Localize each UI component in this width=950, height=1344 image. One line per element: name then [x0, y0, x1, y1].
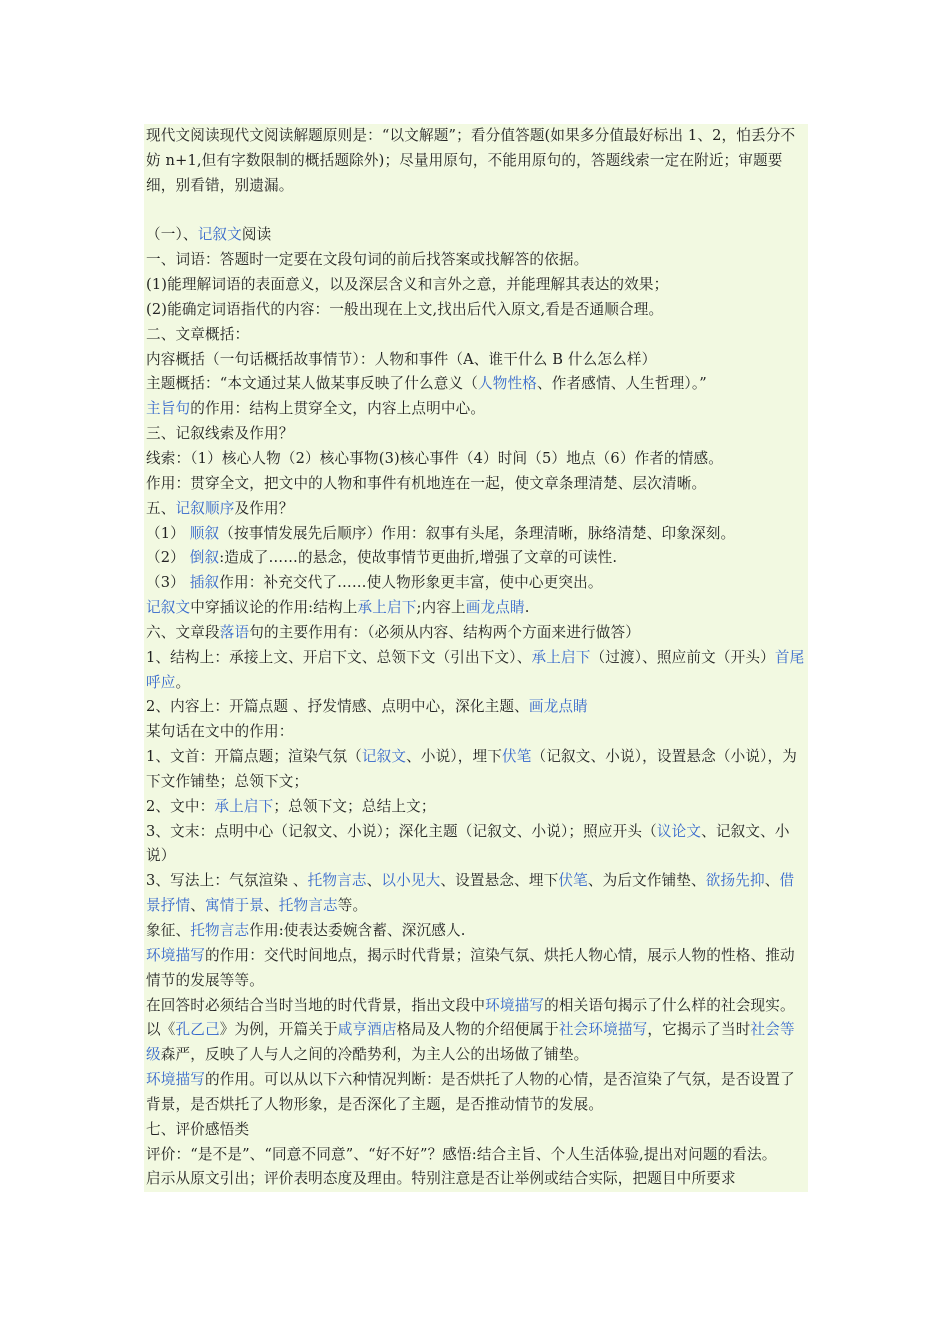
text-segment: 、为后文作铺垫、 [587, 872, 706, 890]
keyword-link[interactable]: 托物言志 [278, 897, 338, 915]
text-line [144, 1068, 808, 1118]
keyword-link[interactable]: 倒叙 [189, 549, 220, 567]
keyword-link[interactable]: 借景抒情 [146, 872, 795, 915]
keyword-link[interactable]: 插叙 [189, 574, 220, 592]
text-segment: 及作用？ [234, 499, 294, 517]
text-segment: 中穿插议论的作用:结构上 [190, 599, 358, 617]
text-segment: 。 [175, 673, 191, 691]
blank-line [144, 199, 808, 224]
text-line [144, 919, 808, 944]
keyword-link[interactable]: 画龙点睛 [528, 698, 588, 716]
text-segment: 2、文中： [146, 797, 215, 815]
keyword-link[interactable]: 落语 [219, 623, 250, 641]
text-segment: 、小说），埋下 [406, 748, 503, 766]
text-segment: 》为例，开篇关于 [219, 1021, 338, 1039]
keyword-link[interactable]: 记叙文 [146, 599, 191, 617]
text-segment: 某句话在文中的作用： [146, 723, 294, 741]
text-segment: 等。 [337, 897, 368, 915]
text-segment: :造成了……的悬念，使故事情节更曲折,增强了文章的可读性. [219, 549, 618, 567]
text-segment: (2)能确定词语指代的内容：一般出现在上文,找出后代入原文,看是否通顺合理。 [146, 300, 664, 318]
text-line [144, 397, 808, 422]
keyword-link[interactable]: 孔乙己 [175, 1021, 220, 1039]
text-segment: 主题概括：“本文通过某人做某事反映了什么意义（ [146, 375, 478, 393]
text-segment: 作用:使表达委婉含蓄、深沉感人. [249, 922, 466, 939]
text-segment: 作用：贯穿全文，把文中的人物和事件有机地连在一起，使文章条理清楚、层次清晰。 [146, 474, 707, 492]
text-line [144, 348, 808, 373]
text-segment: （1） [146, 524, 190, 542]
text-line [144, 472, 808, 497]
text-line [144, 795, 808, 820]
text-segment: 、 [263, 897, 279, 915]
text-segment: （记叙文、小说），设置悬念（小说），为下文作铺垫；总领下文； [146, 748, 798, 790]
text-segment: 内容概括（一句话概括故事情节）：人物和事件（A、谁干什么 B 什么怎么样） [146, 350, 657, 368]
keyword-link[interactable]: 托物言志 [190, 922, 250, 939]
text-segment: ；总领下文；总结上文； [273, 797, 436, 815]
keyword-link[interactable]: 环境描写 [485, 996, 545, 1014]
text-segment: ，它揭示了当时 [647, 1021, 751, 1039]
text-segment: 象征、 [146, 922, 191, 939]
keyword-link[interactable]: 欲扬先抑 [705, 872, 765, 890]
text-line [144, 447, 808, 472]
text-segment: 1、结构上：承接上文、开启下文、总领下文（引出下文）、 [146, 648, 532, 666]
article-body [144, 124, 808, 1192]
text-segment: 作用：补充交代了……使人物形象更丰富，使中心更突出。 [219, 574, 603, 592]
intro-paragraph: 现代文阅读现代文阅读解题原则是：“以文解题”；看分值答题(如果多分值最好标出 1、2，怕丢分不妨 n+1,但有字数限制的概括题除外)；尽量用原句，不能用原句的，答题线索一定在附近；审题要细，别看错，别遗漏。 [146, 127, 796, 194]
text-segment: 六、文章段 [146, 623, 220, 641]
keyword-link[interactable]: 画龙点睛 [465, 599, 525, 617]
text-line [144, 596, 808, 621]
text-segment: 、作者感情、人生哲理）。” [536, 375, 707, 393]
text-segment: 2、内容上：开篇点题 、抒发情感、点明中心，深化主题、 [146, 698, 529, 716]
text-line [144, 1167, 808, 1192]
keyword-link[interactable]: 主旨句 [146, 400, 191, 418]
text-segment: 3、写法上：气氛渲染 、 [146, 872, 308, 890]
text-segment: 、 [366, 872, 382, 890]
text-line [144, 869, 808, 919]
text-line [144, 994, 808, 1069]
text-line [144, 944, 808, 994]
text-segment: 的相关语句揭示了什么样的社会现实。以《 [146, 996, 795, 1039]
text-line [144, 497, 808, 522]
text-line [144, 1118, 808, 1143]
keyword-link[interactable]: 咸亨酒店 [337, 1021, 397, 1039]
text-segment: （一）、 [146, 226, 198, 244]
text-line [144, 646, 808, 696]
text-line [144, 1143, 808, 1168]
text-segment: 的作用：交代时间地点，揭示时代背景；渲染气氛、烘托人物心情，展示人物的性格、推动情节的发展等等。 [146, 946, 795, 989]
text-segment: 句的主要作用有：（必须从内容、结构两个方面来进行做答） [249, 623, 641, 641]
text-segment: （过渡）、照应前文（开头） [590, 648, 775, 666]
text-segment: 线索：（1）核心人物（2）核心事物(3)核心事件（4）时间（5）地点（6）作者的情感。 [146, 449, 724, 467]
keyword-link[interactable]: 社会环境描写 [558, 1021, 648, 1039]
keyword-link[interactable]: 环境描写 [146, 946, 205, 964]
text-segment: 评价：“是不是”、“同意不同意”、“好不好”？感悟:结合主旨、个人生活体验,提出对问题的看法。 [146, 1145, 777, 1163]
article-lines [144, 223, 808, 1192]
text-segment: 、记叙文、小说） [146, 822, 790, 865]
keyword-link[interactable]: 承上启下 [214, 797, 274, 815]
text-line [144, 298, 808, 323]
keyword-link[interactable]: 社会等级 [146, 1021, 795, 1064]
text-line [144, 571, 808, 596]
text-segment: （3） [146, 574, 190, 592]
text-line [144, 422, 808, 447]
text-segment: 启示从原文引出；评价表明态度及理由。特别注意是否让举例或结合实际，把题目中所要求 [146, 1170, 736, 1188]
text-segment: 森严，反映了人与人之间的冷酷势利，为主人公的出场做了铺垫。 [160, 1046, 589, 1064]
text-line [144, 223, 808, 248]
keyword-link[interactable]: 记叙顺序 [175, 499, 235, 517]
keyword-link[interactable]: 顺叙 [189, 524, 220, 542]
keyword-link[interactable]: 托物言志 [307, 872, 367, 890]
text-segment: （按事情发展先后顺序）作用：叙事有头尾，条理清晰，脉络清楚、印象深刻。 [219, 524, 736, 542]
text-segment: 七、评价感悟类 [146, 1120, 250, 1138]
keyword-link[interactable]: 人物性格 [477, 375, 537, 393]
text-segment: 五、 [146, 499, 176, 517]
keyword-link[interactable]: 寓情于景 [204, 897, 264, 915]
text-line [144, 621, 808, 646]
keyword-link[interactable]: 伏笔 [558, 872, 588, 890]
text-segment: 二、文章概括： [146, 325, 250, 343]
text-line [144, 820, 808, 870]
keyword-link[interactable]: 记叙文 [197, 226, 242, 244]
text-line [144, 522, 808, 547]
text-segment: 三、记叙线索及作用？ [146, 425, 294, 443]
text-segment: . [524, 599, 530, 617]
text-segment: (1)能理解词语的表面意义，以及深层含义和言外之意，并能理解其表达的效果； [146, 276, 669, 294]
keyword-link[interactable]: 以小见大 [381, 872, 441, 890]
keyword-link[interactable]: 承上启下 [531, 648, 591, 666]
text-segment: 阅读 [241, 226, 272, 244]
keyword-link[interactable]: 承上启下 [357, 599, 417, 617]
text-line [144, 323, 808, 348]
keyword-link[interactable]: 记叙文 [361, 748, 407, 766]
keyword-link[interactable]: 环境描写 [146, 1071, 205, 1089]
text-line [144, 720, 808, 745]
keyword-link[interactable]: 首尾呼应 [146, 648, 805, 691]
text-segment: 的作用。可以从以下六种情况判断：是否烘托了人物的心情，是否渲染了气氛，是否设置了背景，是否烘托了人物形象，是否深化了主题，是否推动情节的发展。 [146, 1071, 795, 1113]
text-segment: 在回答时必须结合当时当地的时代背景，指出文段中 [146, 996, 486, 1014]
text-segment: 、设置悬念、埋下 [440, 872, 559, 890]
text-segment: 一、词语：答题时一定要在文段句词的前后找答案或找解答的依据。 [146, 251, 589, 269]
text-segment: 3、文末：点明中心（记叙文、小说）；深化主题（记叙文、小说）；照应开头（ [146, 822, 657, 840]
text-line [144, 273, 808, 298]
text-line [144, 248, 808, 273]
text-segment: ;内容上 [416, 599, 466, 617]
text-line [144, 372, 808, 397]
text-segment: 、 [190, 897, 205, 915]
text-line [144, 546, 808, 571]
text-line [144, 695, 808, 720]
keyword-link[interactable]: 议论文 [656, 822, 702, 840]
text-segment: 的作用：结构上贯穿全文，内容上点明中心。 [190, 400, 486, 418]
text-segment: （2） [146, 549, 190, 567]
text-segment: 1、文首：开篇点题；渲染气氛（ [146, 748, 362, 766]
keyword-link[interactable]: 伏笔 [502, 748, 532, 766]
text-line [144, 745, 808, 795]
text-segment: 、 [764, 872, 780, 890]
text-segment: 格局及人物的介绍便属于 [396, 1021, 559, 1039]
